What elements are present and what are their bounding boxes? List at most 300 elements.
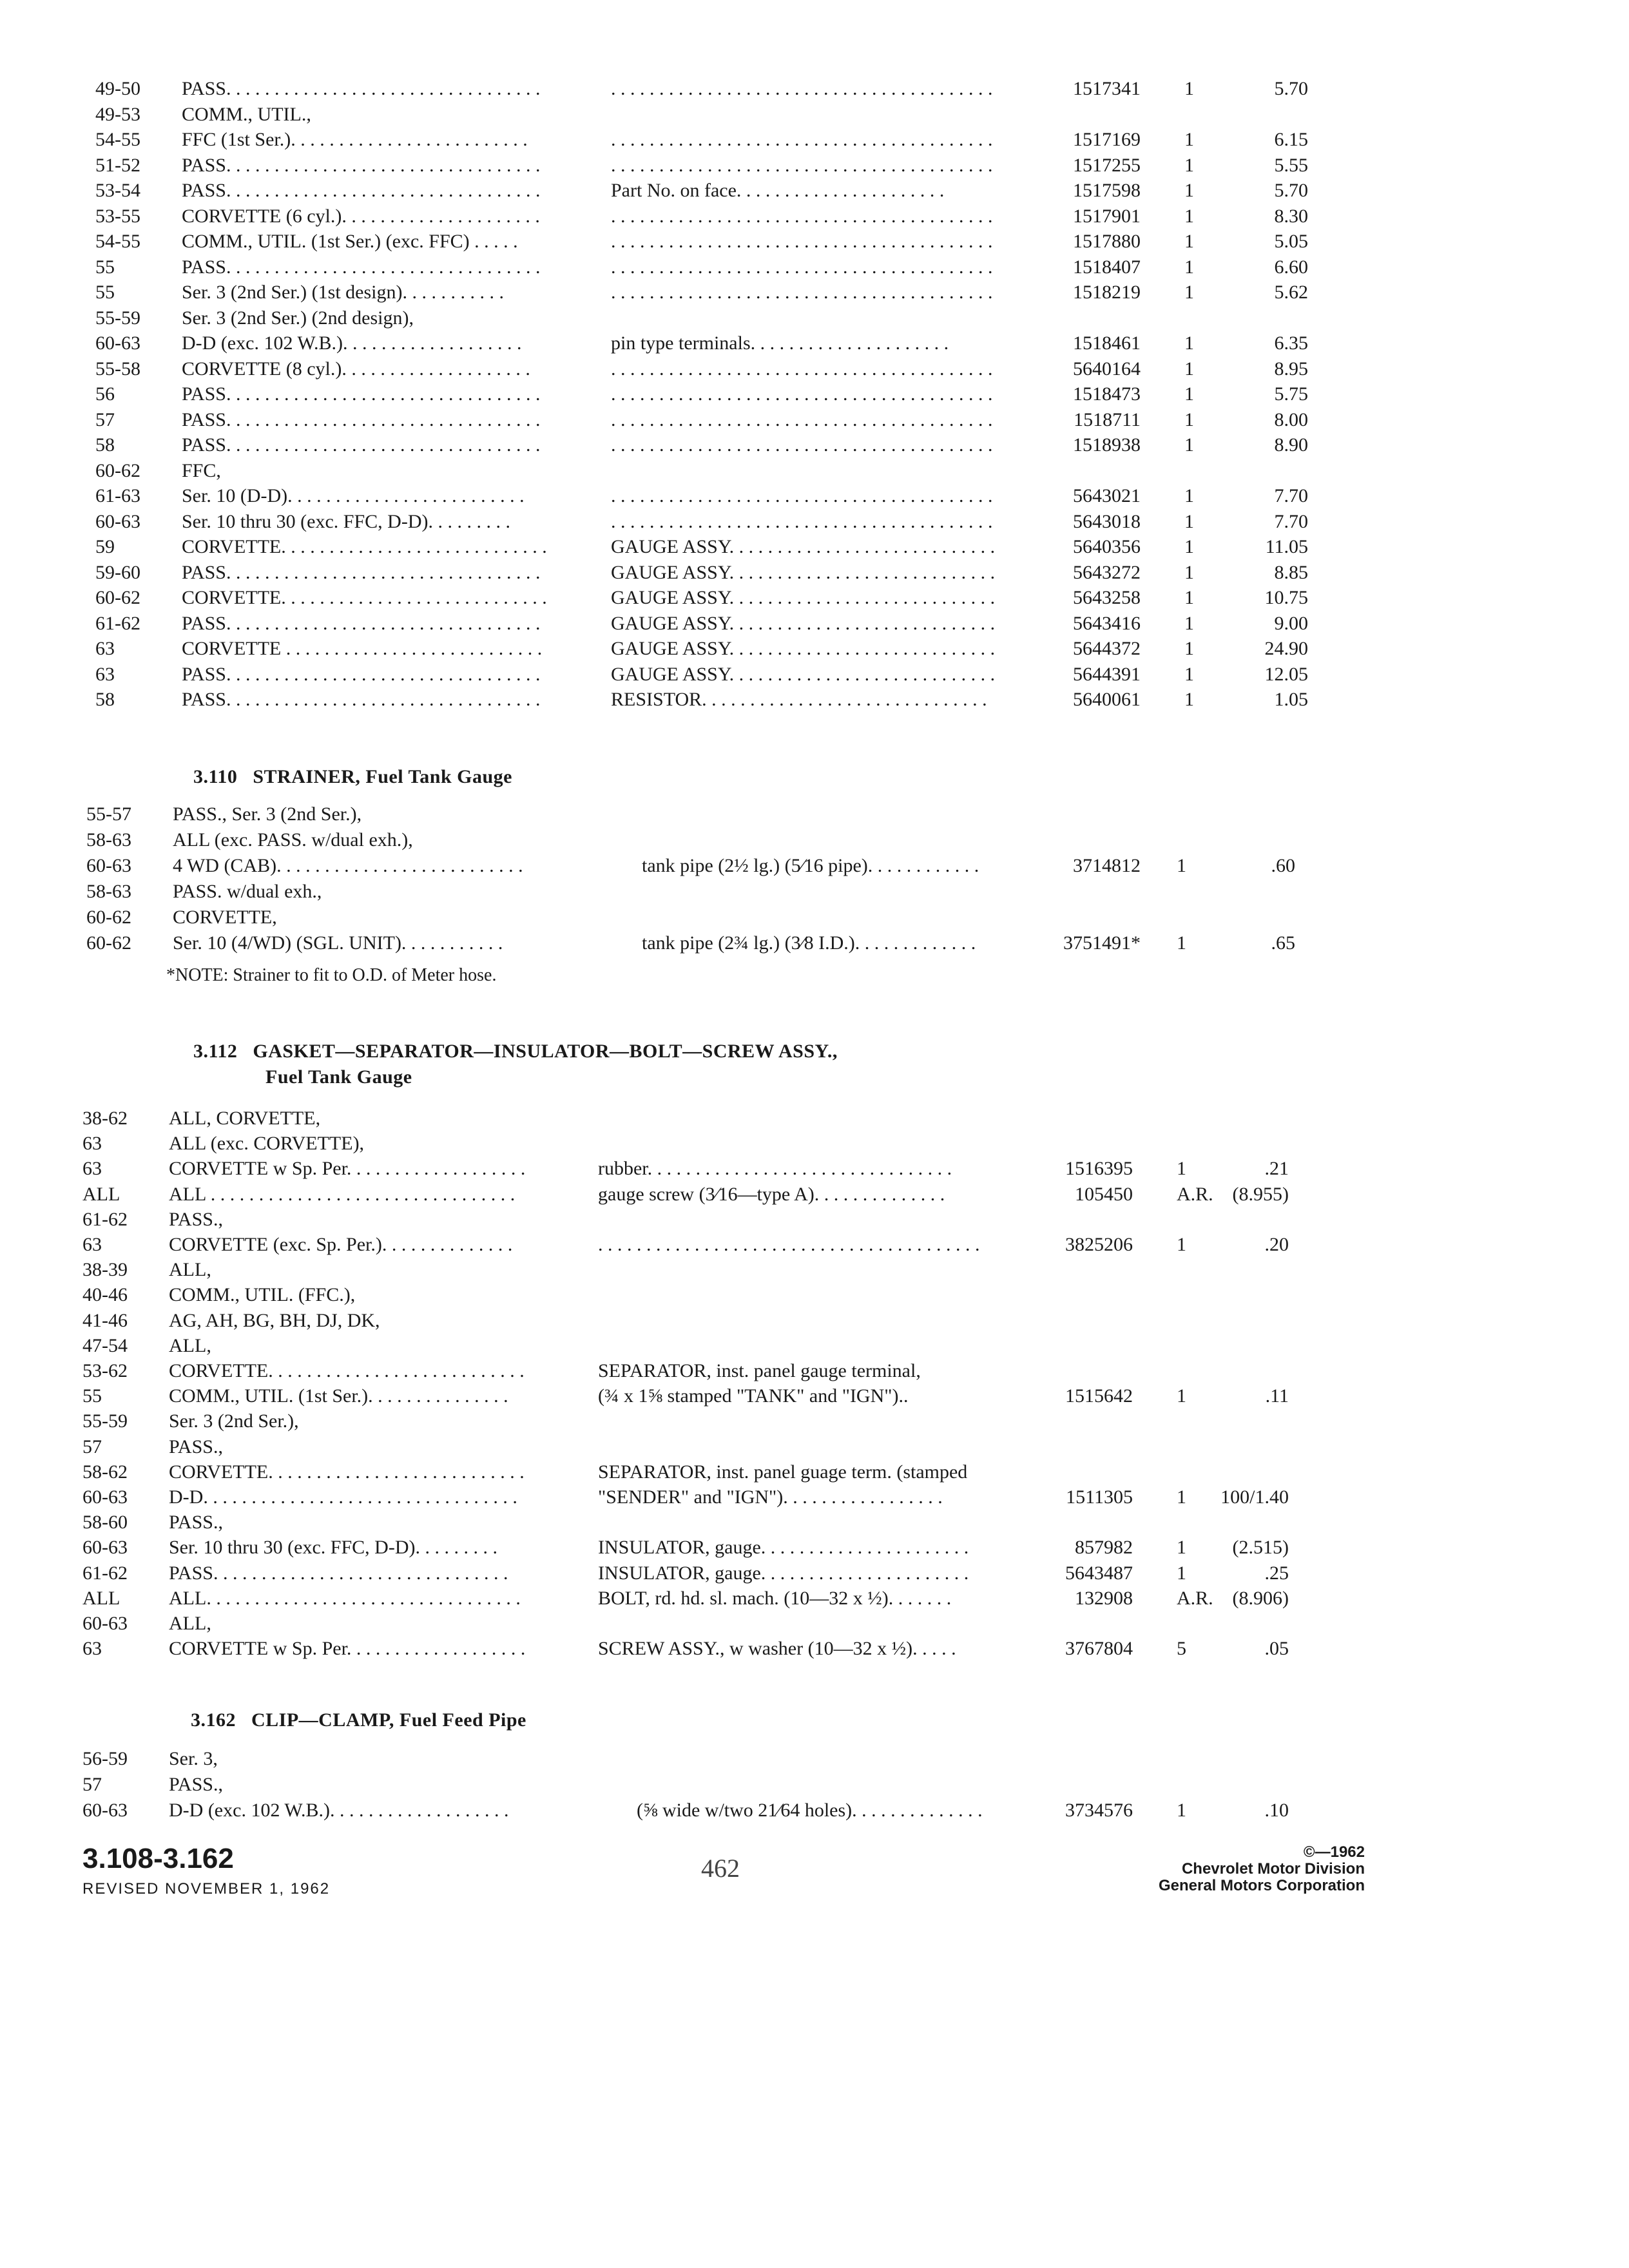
year-cell: 60-63 (95, 510, 140, 532)
table-row (0, 407, 1629, 433)
model-cell: CORVETTE w Sp. Per. . . . . . . . . . . . . . . . . . . (169, 1638, 526, 1660)
year-cell: 60-62 (86, 907, 131, 928)
part-number-cell: 1518461 (1073, 332, 1141, 354)
table-row (0, 560, 1629, 586)
table-row (0, 1106, 1629, 1131)
table-row (0, 1459, 1629, 1485)
quantity-cell: 1 (1184, 587, 1194, 608)
description-cell: GAUGE ASSY. . . . . . . . . . . . . . . . . . . . . . . . . . . . (611, 536, 996, 557)
section-title: STRAINER, Fuel Tank Gauge (253, 766, 512, 787)
year-cell: 63 (95, 663, 115, 685)
quantity-cell: A.R. (1177, 1183, 1213, 1205)
year-cell: 54-55 (95, 231, 140, 252)
quantity-cell: 1 (1184, 536, 1194, 557)
quantity-cell: 1 (1177, 1800, 1186, 1821)
model-cell: FFC, (182, 459, 221, 481)
part-number-cell: 1517880 (1073, 231, 1141, 252)
price-cell: 8.30 (1274, 205, 1308, 227)
table-row (0, 827, 1629, 853)
model-cell: PASS., (169, 1774, 223, 1795)
year-cell: 60-63 (82, 1486, 128, 1508)
year-cell: 60-63 (82, 1613, 128, 1634)
price-cell: (8.955) (1232, 1183, 1289, 1205)
description-cell: . . . . . . . . . . . . . . . . . . . . . . . . . . . . . . . . . . . . . . . . (611, 510, 993, 532)
year-cell: 59-60 (95, 561, 140, 583)
model-cell: PASS. . . . . . . . . . . . . . . . . . . . . . . . . . . . . . . . . (182, 78, 541, 99)
year-cell: 57 (82, 1436, 102, 1457)
quantity-cell: 1 (1184, 561, 1194, 583)
model-cell: PASS. . . . . . . . . . . . . . . . . . . . . . . . . . . . . . . . . (182, 663, 541, 685)
year-cell: 56-59 (82, 1748, 128, 1769)
quantity-cell: 1 (1177, 1486, 1186, 1508)
quantity-cell: 1 (1184, 383, 1194, 405)
section-title: GASKET—SEPARATOR—INSULATOR—BOLT—SCREW ASSY., (253, 1041, 838, 1062)
table-row (0, 1308, 1629, 1334)
quantity-cell: 1 (1177, 932, 1186, 954)
year-cell: ALL (82, 1587, 120, 1609)
description-cell: SEPARATOR, inst. panel gauge terminal, (598, 1360, 921, 1381)
year-cell: 51-52 (95, 154, 140, 176)
part-number-cell: 3714812 (1073, 855, 1141, 876)
year-cell: 54-55 (95, 129, 140, 150)
price-cell: 5.62 (1274, 282, 1308, 303)
price-cell: .25 (1264, 1562, 1289, 1584)
description-cell: SEPARATOR, inst. panel guage term. (stamped (598, 1461, 968, 1483)
table-row (0, 432, 1629, 458)
table-row (0, 153, 1629, 178)
description-cell: . . . . . . . . . . . . . . . . . . . . . . . . . . . . . . . . . . . . . . . . (611, 129, 993, 150)
quantity-cell: 1 (1177, 1562, 1186, 1584)
model-cell: Ser. 3, (169, 1748, 218, 1769)
table-row (0, 305, 1629, 331)
year-cell: 60-62 (95, 587, 140, 608)
model-cell: ALL, (169, 1334, 211, 1356)
year-cell: 55-59 (82, 1410, 128, 1432)
year-cell: 61-62 (82, 1562, 128, 1584)
quantity-cell: 1 (1177, 1385, 1186, 1407)
table-row (0, 1358, 1629, 1384)
year-cell: 58 (95, 689, 115, 710)
table-row (0, 458, 1629, 484)
description-cell: tank pipe (2¾ lg.) (3⁄8 I.D.). . . . . . . . . . . . . (642, 932, 976, 954)
description-cell: pin type terminals. . . . . . . . . . . . . . . . . . . . . (611, 332, 949, 354)
model-cell: PASS., (169, 1512, 223, 1533)
description-cell: . . . . . . . . . . . . . . . . . . . . . . . . . . . . . . . . . . . . . . . . (611, 408, 993, 430)
year-cell: 41-46 (82, 1309, 128, 1331)
part-number-cell: 1518219 (1073, 282, 1141, 303)
table-row (0, 636, 1629, 662)
table-row (0, 1586, 1629, 1611)
model-cell: CORVETTE . . . . . . . . . . . . . . . . . . . . . . . . . . . (182, 638, 543, 659)
model-cell: CORVETTE w Sp. Per. . . . . . . . . . . . . . . . . . . (169, 1158, 526, 1180)
quantity-cell: 1 (1184, 180, 1194, 201)
model-cell: PASS. . . . . . . . . . . . . . . . . . . . . . . . . . . . . . . . . (182, 408, 541, 430)
year-cell: ALL (82, 1183, 120, 1205)
description-cell: GAUGE ASSY. . . . . . . . . . . . . . . . . . . . . . . . . . . . (611, 561, 996, 583)
description-cell: . . . . . . . . . . . . . . . . . . . . . . . . . . . . . . . . . . . . . . . . (611, 256, 993, 278)
price-cell: 9.00 (1274, 612, 1308, 634)
model-cell: PASS. . . . . . . . . . . . . . . . . . . . . . . . . . . . . . . (169, 1562, 508, 1584)
description-cell: . . . . . . . . . . . . . . . . . . . . . . . . . . . . . . . . . . . . . . . . (611, 383, 993, 405)
year-cell: 61-62 (95, 612, 140, 634)
description-cell: tank pipe (2½ lg.) (5⁄16 pipe). . . . . . . . . . . . (642, 855, 979, 876)
table-row (0, 1561, 1629, 1586)
description-cell: BOLT, rd. hd. sl. mach. (10—32 x ½). . . . . . . (598, 1587, 952, 1609)
section-title: CLIP—CLAMP, Fuel Feed Pipe (251, 1709, 526, 1731)
part-number-cell: 5643258 (1073, 587, 1141, 608)
quantity-cell: 1 (1184, 638, 1194, 659)
model-cell: PASS. . . . . . . . . . . . . . . . . . . . . . . . . . . . . . . . . (182, 612, 541, 634)
description-cell: . . . . . . . . . . . . . . . . . . . . . . . . . . . . . . . . . . . . . . . . (611, 282, 993, 303)
part-number-cell: 5644391 (1073, 663, 1141, 685)
part-number-cell: 5643272 (1073, 561, 1141, 583)
quantity-cell: 1 (1177, 1234, 1186, 1255)
table-row (0, 76, 1629, 102)
part-number-cell: 1511305 (1066, 1486, 1133, 1508)
table-row (0, 1156, 1629, 1182)
price-cell: .21 (1264, 1158, 1289, 1180)
model-cell: COMM., UTIL. (1st Ser.) (exc. FFC) . . . . . (182, 231, 518, 252)
table-row (0, 1182, 1629, 1207)
part-number-cell: 1516395 (1065, 1158, 1133, 1180)
year-cell: 49-53 (95, 103, 140, 125)
model-cell: CORVETTE (6 cyl.). . . . . . . . . . . . . . . . . . . . . (182, 205, 540, 227)
model-cell: PASS., (169, 1208, 223, 1230)
year-cell: 63 (82, 1234, 102, 1255)
description-cell: GAUGE ASSY. . . . . . . . . . . . . . . . . . . . . . . . . . . . (611, 638, 996, 659)
price-cell: 5.05 (1274, 231, 1308, 252)
quantity-cell: 1 (1184, 689, 1194, 710)
quantity-cell: 1 (1184, 78, 1194, 99)
year-cell: 60-63 (95, 332, 140, 354)
description-cell: INSULATOR, gauge. . . . . . . . . . . . . . . . . . . . . . (598, 1537, 969, 1559)
description-cell: (¾ x 1⅝ stamped "TANK" and "IGN").. (598, 1385, 909, 1407)
model-cell: Ser. 10 thru 30 (exc. FFC, D-D). . . . . . . . . (182, 510, 510, 532)
model-cell: CORVETTE, (173, 907, 277, 928)
year-cell: 60-62 (95, 459, 140, 481)
model-cell: CORVETTE. . . . . . . . . . . . . . . . . . . . . . . . . . . . (182, 536, 547, 557)
model-cell: CORVETTE (exc. Sp. Per.). . . . . . . . . . . . . . (169, 1234, 513, 1255)
description-cell: . . . . . . . . . . . . . . . . . . . . . . . . . . . . . . . . . . . . . . . . (611, 358, 993, 380)
section-number: 3.162 (191, 1709, 236, 1731)
year-cell: 60-63 (82, 1800, 128, 1821)
model-cell: Ser. 10 thru 30 (exc. FFC, D-D). . . . . . . . . (169, 1537, 497, 1559)
price-cell: 7.70 (1274, 485, 1308, 506)
model-cell: AG, AH, BG, BH, DJ, DK, (169, 1309, 380, 1331)
quantity-cell: 1 (1184, 154, 1194, 176)
description-cell: INSULATOR, gauge. . . . . . . . . . . . . . . . . . . . . . (598, 1562, 969, 1584)
year-cell: 61-63 (95, 485, 140, 506)
year-cell: 47-54 (82, 1334, 128, 1356)
part-number-cell: 5640061 (1073, 689, 1141, 710)
quantity-cell: 1 (1184, 129, 1194, 150)
model-cell: Ser. 3 (2nd Ser.) (2nd design), (182, 307, 414, 329)
year-cell: 63 (95, 638, 115, 659)
table-row (0, 255, 1629, 280)
revised-date: REVISED NOVEMBER 1, 1962 (82, 1880, 331, 1898)
part-number-cell: 857982 (1075, 1537, 1133, 1559)
price-cell: 11.05 (1265, 536, 1308, 557)
year-cell: 55 (95, 282, 115, 303)
model-cell: ALL, (169, 1613, 211, 1634)
price-cell: .20 (1264, 1234, 1289, 1255)
description-cell: GAUGE ASSY. . . . . . . . . . . . . . . . . . . . . . . . . . . . (611, 587, 996, 608)
price-cell: .10 (1264, 1800, 1289, 1821)
description-cell: SCREW ASSY., w washer (10—32 x ½). . . . . (598, 1638, 956, 1660)
table-row (0, 1333, 1629, 1359)
year-cell: 53-55 (95, 205, 140, 227)
table-row (0, 585, 1629, 611)
table-row (0, 930, 1629, 956)
quantity-cell: 1 (1184, 332, 1194, 354)
table-row (0, 1131, 1629, 1157)
price-cell: (2.515) (1232, 1537, 1289, 1559)
model-cell: Ser. 10 (4/WD) (SGL. UNIT). . . . . . . . . . . (173, 932, 503, 954)
year-cell: 56 (95, 383, 115, 405)
year-cell: 58-63 (86, 881, 131, 902)
year-cell: 63 (82, 1638, 102, 1660)
quantity-cell: 1 (1184, 485, 1194, 506)
model-cell: ALL (exc. PASS. w/dual exh.), (173, 829, 413, 850)
table-row (0, 1798, 1629, 1823)
model-cell: ALL, CORVETTE, (169, 1108, 321, 1129)
price-cell: 8.90 (1274, 434, 1308, 456)
quantity-cell: 1 (1184, 510, 1194, 532)
model-cell: Ser. 3 (2nd Ser.), (169, 1410, 299, 1432)
table-row (0, 127, 1629, 153)
price-cell: .65 (1271, 932, 1295, 954)
model-cell: 4 WD (CAB). . . . . . . . . . . . . . . . . . . . . . . . . . (173, 855, 523, 876)
part-number-cell: 1515642 (1065, 1385, 1133, 1407)
year-cell: 58-60 (82, 1512, 128, 1533)
table-row (0, 1485, 1629, 1510)
table-row (0, 1257, 1629, 1283)
table-row (0, 381, 1629, 407)
part-number-cell: 132908 (1075, 1587, 1133, 1609)
quantity-cell: 1 (1184, 256, 1194, 278)
year-cell: 55-57 (86, 803, 131, 825)
year-cell: 55-58 (95, 358, 140, 380)
table-row (0, 204, 1629, 229)
quantity-cell: 1 (1184, 408, 1194, 430)
model-cell: PASS. . . . . . . . . . . . . . . . . . . . . . . . . . . . . . . . . (182, 256, 541, 278)
copyright: ©—1962 (1303, 1843, 1365, 1861)
model-cell: PASS. . . . . . . . . . . . . . . . . . . . . . . . . . . . . . . . . (182, 383, 541, 405)
price-cell: 5.75 (1274, 383, 1308, 405)
section-heading-clip (191, 1707, 526, 1733)
year-cell: 53-62 (82, 1360, 128, 1381)
year-cell: 53-54 (95, 180, 140, 201)
page-number: 462 (701, 1854, 740, 1883)
part-number-cell: 5643021 (1073, 485, 1141, 506)
part-number-cell: 1518407 (1073, 256, 1141, 278)
model-cell: PASS. . . . . . . . . . . . . . . . . . . . . . . . . . . . . . . . . (182, 180, 541, 201)
section-heading-strainer (193, 764, 512, 790)
description-cell: GAUGE ASSY. . . . . . . . . . . . . . . . . . . . . . . . . . . . (611, 612, 996, 634)
model-cell: PASS. . . . . . . . . . . . . . . . . . . . . . . . . . . . . . . . . (182, 154, 541, 176)
year-cell: 40-46 (82, 1284, 128, 1306)
table-row (0, 1611, 1629, 1637)
part-number-cell: 5644372 (1073, 638, 1141, 659)
price-cell: 1.05 (1274, 689, 1308, 710)
description-cell: . . . . . . . . . . . . . . . . . . . . . . . . . . . . . . . . . . . . . . . . (611, 205, 993, 227)
model-cell: PASS. . . . . . . . . . . . . . . . . . . . . . . . . . . . . . . . . (182, 689, 541, 710)
year-cell: 55-59 (95, 307, 140, 329)
year-cell: 63 (82, 1158, 102, 1180)
part-number-cell: 1517901 (1073, 205, 1141, 227)
quantity-cell: 1 (1184, 205, 1194, 227)
table-row (0, 1434, 1629, 1460)
model-cell: ALL (exc. CORVETTE), (169, 1133, 365, 1155)
model-cell: ALL . . . . . . . . . . . . . . . . . . . . . . . . . . . . . . . . (169, 1183, 516, 1205)
year-cell: 57 (95, 408, 115, 430)
description-cell: . . . . . . . . . . . . . . . . . . . . . . . . . . . . . . . . . . . . . . . . (611, 78, 993, 99)
year-cell: 55 (95, 256, 115, 278)
table-row (0, 356, 1629, 382)
part-number-cell: 1517341 (1073, 78, 1141, 99)
section-range: 3.108-3.162 (82, 1843, 234, 1874)
model-cell: FFC (1st Ser.). . . . . . . . . . . . . . . . . . . . . . . . . (182, 129, 528, 150)
table-row (0, 331, 1629, 356)
price-cell: 6.60 (1274, 256, 1308, 278)
corporation-name: General Motors Corporation (1158, 1877, 1365, 1894)
price-cell: 7.70 (1274, 510, 1308, 532)
price-cell: .11 (1265, 1385, 1289, 1407)
table-row (0, 1636, 1629, 1662)
price-cell: 12.05 (1264, 663, 1308, 685)
year-cell: 60-62 (86, 932, 131, 954)
price-cell: .60 (1271, 855, 1295, 876)
description-cell: GAUGE ASSY. . . . . . . . . . . . . . . . . . . . . . . . . . . . (611, 663, 996, 685)
description-cell: . . . . . . . . . . . . . . . . . . . . . . . . . . . . . . . . . . . . . . . . (611, 154, 993, 176)
publisher-block (1159, 1844, 1365, 1894)
table-row (0, 1535, 1629, 1561)
description-cell: RESISTOR. . . . . . . . . . . . . . . . . . . . . . . . . . . . . . (611, 689, 987, 710)
part-number-cell: 3825206 (1065, 1234, 1133, 1255)
year-cell: 61-62 (82, 1208, 128, 1230)
model-cell: PASS. . . . . . . . . . . . . . . . . . . . . . . . . . . . . . . . . (182, 434, 541, 456)
year-cell: 63 (82, 1133, 102, 1155)
table-row (0, 611, 1629, 637)
model-cell: ALL. . . . . . . . . . . . . . . . . . . . . . . . . . . . . . . . . (169, 1587, 521, 1609)
quantity-cell: 1 (1184, 358, 1194, 380)
part-number-cell: 3767804 (1065, 1638, 1133, 1660)
quantity-cell: 1 (1177, 1537, 1186, 1559)
year-cell: 38-62 (82, 1108, 128, 1129)
price-cell: 5.55 (1274, 154, 1308, 176)
table-row (0, 229, 1629, 255)
quantity-cell: 5 (1177, 1638, 1186, 1660)
quantity-cell: 1 (1184, 231, 1194, 252)
quantity-cell: 1 (1177, 1158, 1186, 1180)
quantity-cell: A.R. (1177, 1587, 1213, 1609)
year-cell: 57 (82, 1774, 102, 1795)
model-cell: PASS., (169, 1436, 223, 1457)
model-cell: CORVETTE (8 cyl.). . . . . . . . . . . . . . . . . . . . (182, 358, 530, 380)
part-number-cell: 5643416 (1073, 612, 1141, 634)
quantity-cell: 1 (1184, 434, 1194, 456)
price-cell: 8.85 (1274, 561, 1308, 583)
year-cell: 38-39 (82, 1259, 128, 1281)
part-number-cell: 1518938 (1073, 434, 1141, 456)
table-row (0, 483, 1629, 509)
table-row (0, 102, 1629, 128)
price-cell: 5.70 (1274, 78, 1308, 99)
price-cell: 8.95 (1274, 358, 1308, 380)
part-number-cell: 5640164 (1073, 358, 1141, 380)
table-row (0, 1207, 1629, 1233)
model-cell: CORVETTE. . . . . . . . . . . . . . . . . . . . . . . . . . . (169, 1360, 525, 1381)
year-cell: 60-63 (82, 1537, 128, 1559)
table-row (0, 534, 1629, 560)
table-row (0, 853, 1629, 879)
price-cell: 10.75 (1264, 587, 1308, 608)
quantity-cell: 1 (1184, 282, 1194, 303)
year-cell: 58-63 (86, 829, 131, 850)
price-cell: (8.906) (1232, 1587, 1289, 1609)
table-row (0, 280, 1629, 305)
model-cell: PASS. . . . . . . . . . . . . . . . . . . . . . . . . . . . . . . . . (182, 561, 541, 583)
model-cell: Ser. 3 (2nd Ser.) (1st design). . . . . . . . . . . (182, 282, 504, 303)
price-cell: 8.00 (1274, 408, 1308, 430)
quantity-cell: 1 (1184, 663, 1194, 685)
table-row (0, 1282, 1629, 1308)
year-cell: 58 (95, 434, 115, 456)
quantity-cell: 1 (1184, 612, 1194, 634)
year-cell: 60-63 (86, 855, 131, 876)
table-row (0, 509, 1629, 535)
price-cell: 24.90 (1264, 638, 1308, 659)
year-cell: 49-50 (95, 78, 140, 99)
part-number-cell: 1518473 (1073, 383, 1141, 405)
section-number: 3.110 (193, 766, 238, 787)
price-cell: .05 (1264, 1638, 1289, 1660)
part-number-cell: 1517255 (1073, 154, 1141, 176)
price-cell: 6.15 (1274, 129, 1308, 150)
description-cell: . . . . . . . . . . . . . . . . . . . . . . . . . . . . . . . . . . . . . . . . (598, 1234, 980, 1255)
table-row (0, 662, 1629, 687)
table-row (0, 687, 1629, 713)
description-cell: . . . . . . . . . . . . . . . . . . . . . . . . . . . . . . . . . . . . . . . . (611, 485, 993, 506)
table-row (0, 1232, 1629, 1258)
year-cell: 55 (82, 1385, 102, 1407)
description-cell: . . . . . . . . . . . . . . . . . . . . . . . . . . . . . . . . . . . . . . . . (611, 231, 993, 252)
year-cell: 59 (95, 536, 115, 557)
part-number-cell: 1518711 (1074, 408, 1141, 430)
section-heading-gasket (193, 1039, 838, 1064)
table-row (0, 879, 1629, 905)
model-cell: CORVETTE. . . . . . . . . . . . . . . . . . . . . . . . . . . . (182, 587, 547, 608)
model-cell: D-D (exc. 102 W.B.). . . . . . . . . . . . . . . . . . . (182, 332, 522, 354)
model-cell: COMM., UTIL. (FFC.), (169, 1284, 356, 1306)
model-cell: ALL, (169, 1259, 211, 1281)
year-cell: 58-62 (82, 1461, 128, 1483)
table-row (0, 1772, 1629, 1798)
part-number-cell: 1517169 (1073, 129, 1141, 150)
model-cell: COMM., UTIL., (182, 103, 311, 125)
price-cell: 100/1.40 (1220, 1486, 1289, 1508)
table-row (0, 905, 1629, 930)
part-number-cell: 1517598 (1073, 180, 1141, 201)
model-cell: D-D. . . . . . . . . . . . . . . . . . . . . . . . . . . . . . . . . (169, 1486, 517, 1508)
model-cell: PASS. w/dual exh., (173, 881, 322, 902)
section-number: 3.112 (193, 1041, 238, 1062)
table-row (0, 1746, 1629, 1772)
part-number-cell: 3751491* (1063, 932, 1141, 954)
model-cell: COMM., UTIL. (1st Ser.). . . . . . . . . . . . . . . (169, 1385, 508, 1407)
part-number-cell: 3734576 (1065, 1800, 1133, 1821)
price-cell: 6.35 (1274, 332, 1308, 354)
